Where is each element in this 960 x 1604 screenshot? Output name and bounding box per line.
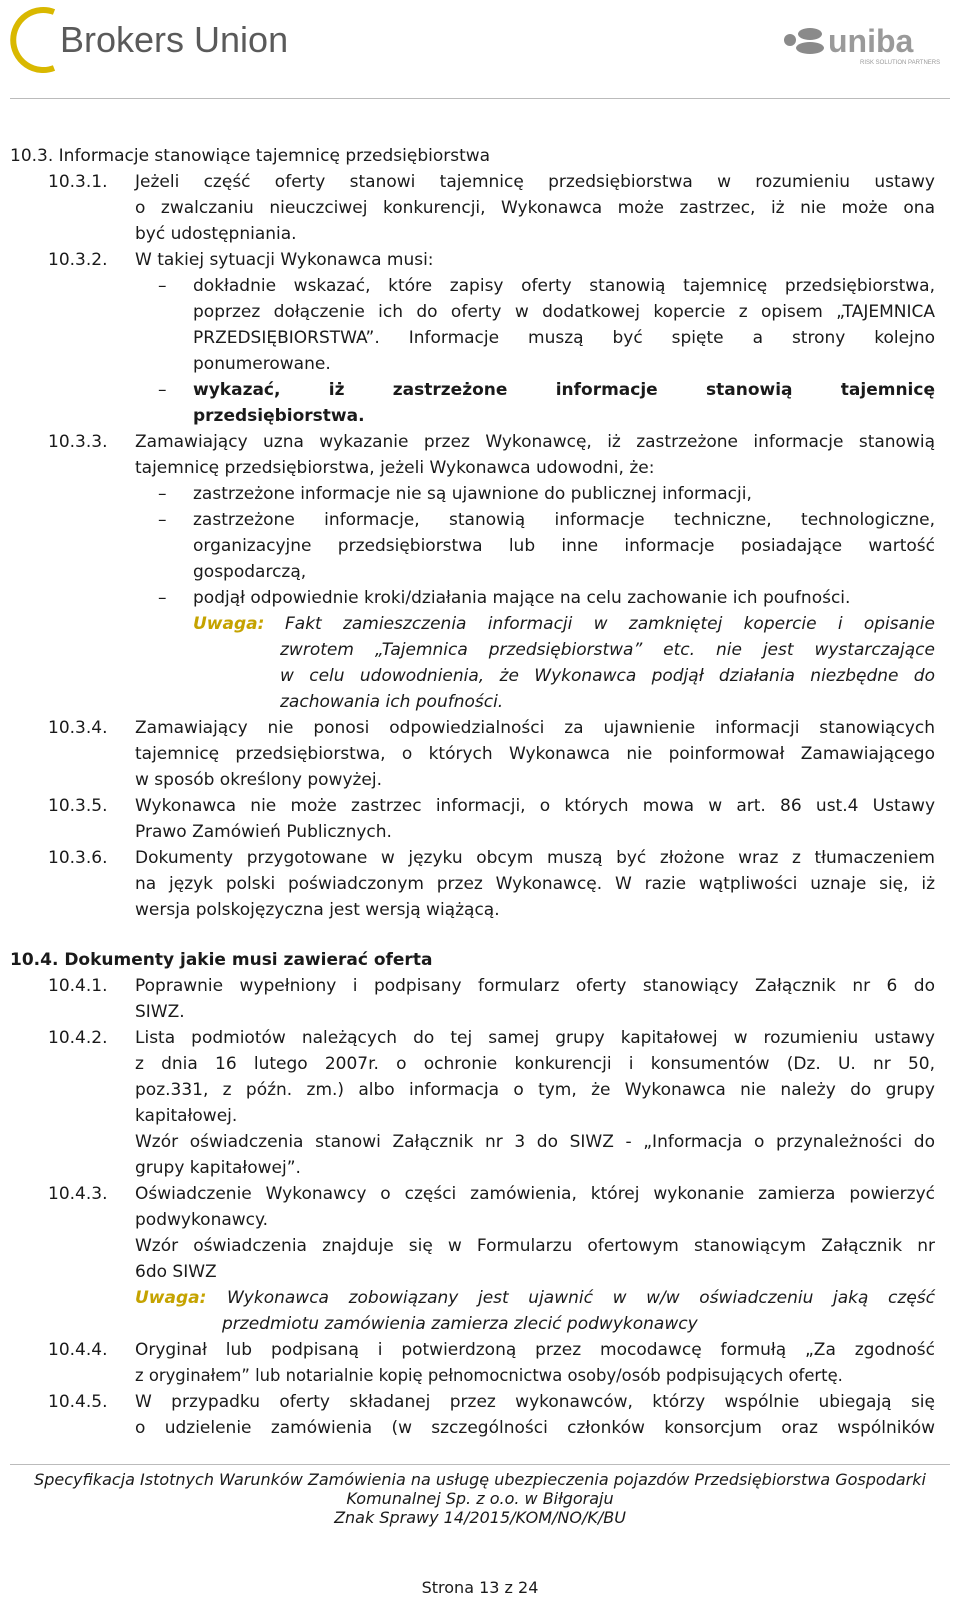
item-number: 10.3.6. [48, 848, 108, 868]
paragraph-line: na język polski poświadczonym przez Wykonawcę. W razie wątpliwości uznaje się, iż [135, 874, 935, 894]
paragraph-line: SIWZ. [135, 1002, 185, 1022]
section-10-3-title: 10.3. Informacje stanowiące tajemnicę przedsiębiorstwa [10, 146, 491, 166]
paragraph-line: zastrzeżone informacje nie są ujawnione do publicznej informacji, [193, 484, 752, 504]
item-number: 10.3.1. [48, 172, 108, 192]
paragraph-line: W takiej sytuacji Wykonawca musi: [135, 250, 434, 270]
paragraph-line: Zamawiający uzna wykazanie przez Wykonawcę, iż zastrzeżone informacje stanowią [135, 432, 935, 452]
paragraph-line: PRZEDSIĘBIORSTWA”. Informacje muszą być spięte a strony kolejno [193, 328, 935, 348]
note-line: zachowania ich poufności. [280, 692, 504, 712]
paragraph-line: gospodarczą, [193, 562, 307, 582]
paragraph-line: z oryginałem” lub notarialnie kopię pełnomocnictwa osoby/osób podpisujących ofertę. [135, 1366, 843, 1385]
paragraph-line: Wykonawca nie może zastrzec informacji, o których mowa w art. 86 ust.4 Ustawy [135, 796, 935, 816]
dash-bullet: – [158, 484, 167, 504]
paragraph-line: Zamawiający nie ponosi odpowiedzialności za ujawnienie informacji stanowiących [135, 718, 935, 738]
paragraph-line: Wzór oświadczenia znajduje się w Formularzu ofertowym stanowiącym Załącznik nr [135, 1236, 935, 1256]
paragraph-line: podwykonawcy. [135, 1210, 269, 1230]
item-number: 10.3.2. [48, 250, 108, 270]
item-number: 10.3.5. [48, 796, 108, 816]
paragraph-line: z dnia 16 lutego 2007r. o ochronie konkurencji i konsumentów (Dz. U. nr 50, [135, 1054, 935, 1074]
paragraph-line: poprzez dołączenie ich do oferty w dodatkowej kopercie z opisem „TAJEMNICA [193, 302, 935, 322]
paragraph-line: w sposób określony powyżej. [135, 770, 383, 790]
header-divider [10, 98, 950, 99]
paragraph-line: Prawo Zamówień Publicznych. [135, 822, 392, 842]
dash-bullet: – [158, 588, 167, 608]
paragraph-line: wersja polskojęzyczna jest wersją wiążącą. [135, 900, 500, 920]
uniba-logo-subtitle: RISK SOLUTION PARTNERS [860, 60, 941, 66]
paragraph-line: ponumerowane. [193, 354, 331, 374]
uwaga-label: Uwaga: [193, 614, 265, 634]
page-footer [0, 1470, 960, 1527]
paragraph-line: tajemnicę przedsiębiorstwa, o których Wykonawca nie poinformował Zamawiającego [135, 744, 935, 764]
paragraph-line: podjął odpowiednie kroki/działania mające na celu zachowanie ich poufności. [193, 588, 851, 608]
item-number: 10.4.3. [48, 1184, 108, 1204]
paragraph-line: Jeżeli część oferty stanowi tajemnicę przedsiębiorstwa w rozumieniu ustawy [135, 172, 935, 192]
item-number: 10.3.4. [48, 718, 108, 738]
section-10-4-title: 10.4. Dokumenty jakie musi zawierać oferta [10, 950, 433, 970]
footer-divider [10, 1464, 950, 1465]
uwaga-label: Uwaga: [135, 1288, 207, 1308]
paragraph-line: Oryginał lub podpisaną i potwierdzoną przez mocodawcę formułą „Za zgodność [135, 1340, 935, 1360]
paragraph-line: organizacyjne przedsiębiorstwa lub inne informacje posiadające wartość [193, 536, 935, 556]
paragraph-line: W przypadku oferty składanej przez wykonawców, którzy wspólnie ubiegają się [135, 1392, 935, 1412]
note-line: Wykonawca zobowiązany jest ujawnić w w/w oświadczeniu jaką część [227, 1288, 935, 1308]
paragraph-line: Wzór oświadczenia stanowi Załącznik nr 3 do SIWZ - „Informacja o przynależności do [135, 1132, 935, 1152]
dash-bullet: – [158, 276, 167, 296]
paragraph-line: poz.331, z późn. zm.) albo informacja o tym, że Wykonawca nie należy do grupy [135, 1080, 935, 1100]
note-line: zwrotem „Tajemnica przedsiębiorstwa” etc. nie jest wystarczające [280, 640, 935, 660]
paragraph-line: kapitałowej. [135, 1106, 238, 1126]
paragraph-line: Poprawnie wypełniony i podpisany formularz oferty stanowiący Załącznik nr 6 do [135, 976, 935, 996]
item-number: 10.4.2. [48, 1028, 108, 1048]
paragraph-line: o udzielenie zamówienia (w szczególności członków konsorcjum oraz wspólników [135, 1418, 935, 1438]
item-number: 10.3.3. [48, 432, 108, 452]
paragraph-line: Oświadczenie Wykonawcy o części zamówienia, której wykonanie zamierza powierzyć [135, 1184, 935, 1204]
brokers-union-logo [10, 4, 310, 76]
note-line: Fakt zamieszczenia informacji w zamkniętej kopercie i opisanie [285, 614, 935, 634]
paragraph-line: dokładnie wskazać, które zapisy oferty stanowią tajemnicę przedsiębiorstwa, [193, 276, 935, 296]
paragraph-line: grupy kapitałowej”. [135, 1158, 301, 1178]
paragraph-line: przedsiębiorstwa. [193, 406, 365, 426]
item-number: 10.4.5. [48, 1392, 108, 1412]
paragraph-line: być udostępniania. [135, 224, 297, 244]
note-line: w celu udowodnienia, że Wykonawca podjął działania niezbędne do [280, 666, 935, 686]
paragraph-line: 6do SIWZ [135, 1262, 217, 1282]
paragraph-line: o zwalczaniu nieuczciwej konkurencji, Wykonawca może zastrzec, iż nie może ona [135, 198, 935, 218]
paragraph-line: tajemnicę przedsiębiorstwa, jeżeli Wykonawca udowodni, że: [135, 458, 655, 478]
dash-bullet: – [158, 510, 167, 530]
paragraph-line: zastrzeżone informacje, stanowią informacje techniczne, technologiczne, [193, 510, 935, 530]
footer-line: Specyfikacja Istotnych Warunków Zamówienia na usługę ubezpieczenia pojazdów Przedsiębiorstwa Gospodarki [34, 1470, 926, 1489]
paragraph-line: Dokumenty przygotowane w języku obcym muszą być złożone wraz z tłumaczeniem [135, 848, 935, 868]
uniba-logo-text: uniba [828, 23, 914, 59]
page-number: Strona 13 z 24 [421, 1578, 539, 1597]
paragraph-line: wykazać, iż zastrzeżone informacje stanowią tajemnicę [193, 380, 935, 400]
item-number: 10.4.1. [48, 976, 108, 996]
brokers-union-logo-text: Brokers Union [60, 19, 289, 60]
dash-bullet: – [158, 380, 167, 400]
page-header [0, 0, 960, 100]
footer-line: Znak Sprawy 14/2015/KOM/NO/K/BU [334, 1508, 626, 1527]
item-number: 10.4.4. [48, 1340, 108, 1360]
paragraph-line: Lista podmiotów należących do tej samej grupy kapitałowej w rozumieniu ustawy [135, 1028, 935, 1048]
footer-line: Komunalnej Sp. z o.o. w Biłgoraju [346, 1489, 614, 1508]
uniba-logo [780, 22, 960, 70]
note-line: przedmiotu zamówienia zamierza zlecić podwykonawcy [222, 1314, 698, 1334]
